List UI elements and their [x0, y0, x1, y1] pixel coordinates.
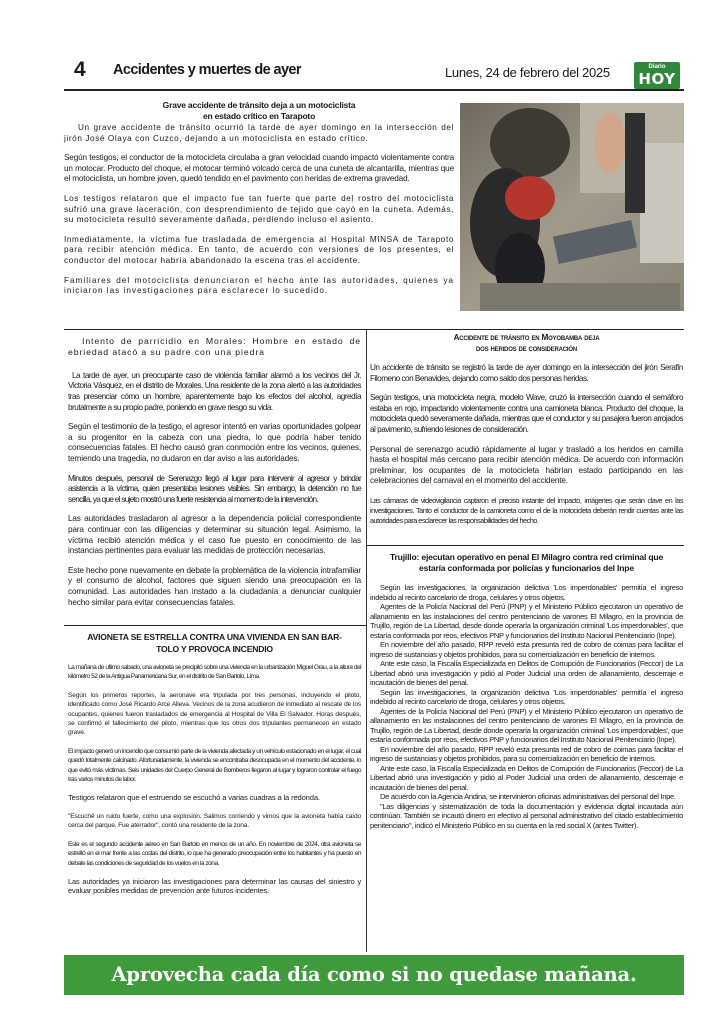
paragraph: En noviembre del año pasado, RPP reveló esta presunta red de cobro de coimas para facilitar el ingreso de sustancias y objetos prohibidos, para su comercialización en beneficio de internos.: [370, 744, 683, 763]
article-san-bartolo-headline: [68, 632, 361, 655]
article-morales-body: [68, 371, 361, 608]
paragraph: Agentes de la Policía Nacional del Perú (PNP) y el Ministerio Público ejecutaron un operativo de allanamiento en las instalaciones del centro penitenciario de varones El Milagro, en la provincia de Trujillo, región de La Libertad, desde donde operaría la organización criminal 'Los imperdonables', que estaría conformada por reos, efectivos PNP y funcionarios del Instituto Nacional Penitenciario (Inpe).: [370, 602, 683, 640]
headline-line: dos heridos de consideración: [476, 344, 577, 353]
paragraph: Este hecho pone nuevamente en debate la problemática de la violencia intrafamiliar y el consumo de alcohol, factores que siguen siendo una preocupación en la comunidad. Las autoridades han instado a la ciudadanía a denunciar cualquier hecho similar para evitar consecuencias fatales.: [68, 565, 361, 607]
paragraph: Según las investigaciones, la organización delictiva 'Los imperdonables' permitía el ingreso indebido al recinto carcelario de droga, celulares y otros objetos.: [370, 687, 683, 706]
article-trujillo-body: [370, 583, 683, 830]
article-tarapoto: [64, 100, 454, 306]
logo-small-text: Diario: [648, 64, 666, 70]
paragraph: De acuerdo con la Agencia Andina, se intervinieron oficinas administrativas del personal del Inpe.: [380, 792, 676, 801]
article-san-bartolo: [68, 632, 361, 896]
accident-photo: [460, 103, 684, 311]
section-rule: [367, 545, 684, 546]
paragraph: Las autoridades ya iniciaron las investigaciones para determinar las causas del siniestro y evaluar posibles medidas de prevención ante futuros incidentes.: [68, 876, 361, 896]
paragraph: Un grave accidente de tránsito ocurrió la tarde de ayer domingo en la intersección del jirón José Olaya con Cuzco, dejando a un motociclista en estado crítico.: [64, 123, 454, 143]
paragraph: Testigos relataron que el estruendo se escuchó a varias cuadras a la redonda.: [68, 793, 320, 803]
paragraph: Minutos después, personal de Serenazgo llegó al lugar para intervenir al agresor y brindar asistencia a la víctima, quien presentaba lesiones visibles. Sin embargo, la detención no fue sencilla, ya que el sujeto mostró una fuerte resistencia al momento de la intervención.: [68, 473, 361, 504]
column-divider: [366, 330, 367, 952]
newspaper-logo: [634, 62, 680, 89]
paragraph: En noviembre del año pasado, RPP reveló esta presunta red de cobro de coimas para facilitar el ingreso de sustancias y objetos prohibidos, para su comercialización en beneficio de internos.: [370, 640, 683, 659]
article-trujillo: [370, 552, 683, 830]
section-title: Accidentes y muertes de ayer: [113, 62, 301, 78]
paragraph: "Escuché un ruido fuerte, como una explosión. Salimos corriendo y vimos que la avioneta había caído cerca del parque. Fue aterrador", contó una residente de la zona.: [68, 812, 361, 830]
article-morales: [68, 336, 361, 608]
section-rule: [64, 625, 366, 626]
paragraph: La mañana de ultimo sabado, una avioneta se precipitó sobre una vivienda en la urbanización Miguel Grau, a la altura del kilómetro 52 de la Antigua Panamericana Sur, en el distrito de San Bartolo, Lima.: [68, 664, 361, 681]
paragraph: Ante este caso, la Fiscalía Especializada en Delitos de Corrupción de Funcionarios (Feccor) de La Libertad abrió una investigación y pidió al Poder Judicial una orden de allanamiento, descerraje e incautación de bienes del penal.: [370, 659, 683, 687]
paragraph: Agentes de la Policía Nacional del Perú (PNP) y el Ministerio Público ejecutaron un operativo de allanamiento en las instalaciones del centro penitenciario de varones El Milagro, en la provincia de Trujillo, región de La Libertad, desde donde operaría la organización criminal 'Los imperdonables', que estaría conformada por reos, efectivos PNP y funcionarios del Instituto Nacional Penitenciario (Inpe).: [370, 706, 683, 744]
paragraph: Según los primeros reportes, la aeronave era tripulada por tres personas, incluyendo el piloto, identificado como José Ricardo Arce Alleva. Vecinos de la zona acudieron de inmediato al rescate de los ocupantes, quienes fueron trasladados de emergencia al Hospital de Villa El Salvador. Horas después, se confirmó el fallecimiento del piloto, mientras que los otros dos tripulantes permanecen en estado grave.: [68, 691, 361, 737]
paragraph: Familiares del motociclista denunciaron el hecho ante las autoridades, quienes ya iniciaron las investigaciones para esclarecer lo sucedido.: [64, 275, 454, 296]
section-rule: [64, 329, 684, 330]
article-moyobamba-body: [370, 363, 683, 526]
logo-big-text: HOY: [638, 70, 676, 88]
paragraph: Según las investigaciones, la organización delictiva 'Los imperdonables' permitía el ingreso indebido al recinto carcelario de droga, celulares y otros objetos.: [370, 583, 683, 602]
footer-banner: Aprovecha cada día como si no quedase mañana.: [64, 955, 684, 995]
headline-line: Trujillo: ejecutan operativo en penal El Milagro contra red criminal que: [389, 552, 664, 562]
paragraph: Según testigos, una motocicleta negra, modelo Wave, cruzó la intersección cuando el semáforo estaba en rojo, impactando violentamente contra una camioneta blanca. Producto del choque, la motocicleta quedó severamente dañada, mientras que el conductor y su pasajera fueron arrojados al pavimento, sufriendo lesiones de consideración.: [370, 393, 683, 434]
article-moyobamba-headline: [370, 332, 683, 354]
article-tarapoto-headline: [64, 100, 454, 122]
article-moyobamba: [370, 332, 683, 526]
paragraph: Los testigos relataron que el impacto fue tan fuerte que parte del rostro del motociclista sufrió una grave laceración, con desprendimiento de tejido que cayó en la cuneta. Además, su motocicleta resultó severamente dañada, perdiendo incluso el asiento.: [64, 193, 454, 225]
paragraph: Este es el segundo accidente aéreo en San Bartolo en menos de un año. En noviembre de 2024, otra avioneta se estrelló en el mar frente a las costas del distrito, lo que ha generado preocupación entre los habitantes y ha puesto en debate las condiciones de seguridad de los vuelos en la zona.: [68, 840, 361, 867]
article-tarapoto-body: [64, 123, 454, 297]
headline-line: Accidente de tránsito en Moyobamba deja: [453, 333, 600, 342]
paragraph: Inmediatamente, la víctima fue trasladada de emergencia al Hospital MINSA de Tarapoto para recibir atención médica. En tanto, de acuerdo con versiones de los presentes, el conductor del motocar habría abandonado la escena tras el accidente.: [64, 234, 454, 265]
headline-line: estaría conformada por policías y funcionarios del Inpe: [419, 563, 634, 573]
article-san-bartolo-body: [68, 663, 361, 896]
paragraph: La tarde de ayer, un preocupante caso de violencia familiar alarmó a los vecinos del Jr. Victoria Vásquez, en el distrito de Morales. Una residente de la zona alertó a las autoridades tras presenciar cómo un hombre, aparentemente bajo los efectos del alcohol, agredía brutalmente a su propio padre, poniendo en grave riesgo su vida.: [68, 370, 361, 412]
paragraph: Personal de serenazgo acudió rápidamente al lugar y trasladó a los heridos en camilla hasta el hospital más cercano para recibir atención médica. De acuerdo con información preliminar, los ocupantes de la motocicleta habrían estado participando en las celebraciones del carnaval en el momento del accidente.: [370, 444, 683, 486]
issue-date: Lunes, 24 de febrero del 2025: [445, 65, 610, 80]
page-number: 4: [74, 58, 86, 81]
paragraph: Ante este caso, la Fiscalía Especializada en Delitos de Corrupción de Funcionarios (Feccor) de La Libertad abrió una investigación y pidió al Poder Judicial una orden de allanamiento, descerraje e incautación de bienes del penal.: [370, 763, 683, 792]
headline-line: Grave accidente de tránsito deja a un motociclista: [162, 100, 356, 110]
paragraph: Las cámaras de videovigilancia captaron el preciso instante del impacto, imágenes que serán clave en las investigaciones. Tanto el conductor de la camioneta como el de la motocicleta deberán rendir cuentas ante las autoridades para esclarecer las responsabilidades del hecho.: [370, 495, 683, 525]
article-trujillo-headline: [370, 552, 683, 574]
article-morales-lead: Intento de parricidio en Morales: Hombre en estado de ebriedad atacó a su padre con una piedra: [68, 336, 361, 358]
accident-photo-image: [460, 103, 684, 311]
header-rule: [64, 89, 684, 91]
paragraph: "Las diligencias y sistematización de toda la documentación y evidencia digital incautada aún continúan. También se incautó dinero en efectivo al personal administrativo del citado establecimiento penitenciario", indicó el Ministerio Público en su cuenta en la red social X (antes Twitter).: [370, 801, 683, 830]
paragraph: Según testigos, el conductor de la motocicleta circulaba a gran velocidad cuando impactó violentamente contra un motocar. Producto del choque, el motocar terminó volcado cerca de una cuneta de alcantarilla, mientras que el motociclista, un hombre joven, quedó tendido en el pavimento con heridas de extrema gravedad.: [64, 153, 454, 184]
paragraph: Según el testimonio de la testigo, el agresor intentó en varias oportunidades golpear a su progenitor en la cabeza con una piedra, lo que podría haber tenido consecuencias fatales. El hecho causó gran conmoción entre los vecinos, quienes, temiendo una tragedia, no dudaron en dar aviso a las autoridades.: [68, 422, 361, 463]
headline-line: AVIONETA SE ESTRELLA CONTRA UNA VIVIENDA EN SAN BAR-: [87, 632, 342, 642]
paragraph: El impacto generó un incendio que consumió parte de la vivienda afectada y un vehículo estacionado en el lugar, el cual quedó totalmente calcinado. Afortunadamente, la vivienda se encontraba desocupada en el momento del accidente, lo que evitó más víctimas. Seis unidades del Cuerpo General de Bomberos llegaron al lugar y lograron controlar el fuego tras varios minutos de labor.: [68, 747, 361, 784]
headline-line: TOLO Y PROVOCA INCENDIO: [156, 643, 273, 654]
paragraph: Un accidente de tránsito se registró la tarde de ayer domingo en la intersección del jirón Serafín Filomeno con Benavides, dejando como saldo dos personas heridas.: [370, 363, 683, 383]
paragraph: Las autoridades trasladaron al agresor a la dependencia policial correspondiente para continuar con las diligencias y determinar su situación legal. Asimismo, la víctima recibió atención médica y el caso fue puesto en conocimiento de las instancias pertinentes para evaluar las medidas de protección necesarias.: [68, 514, 361, 556]
headline-line: en estado crítico en Tarapoto: [202, 111, 316, 121]
